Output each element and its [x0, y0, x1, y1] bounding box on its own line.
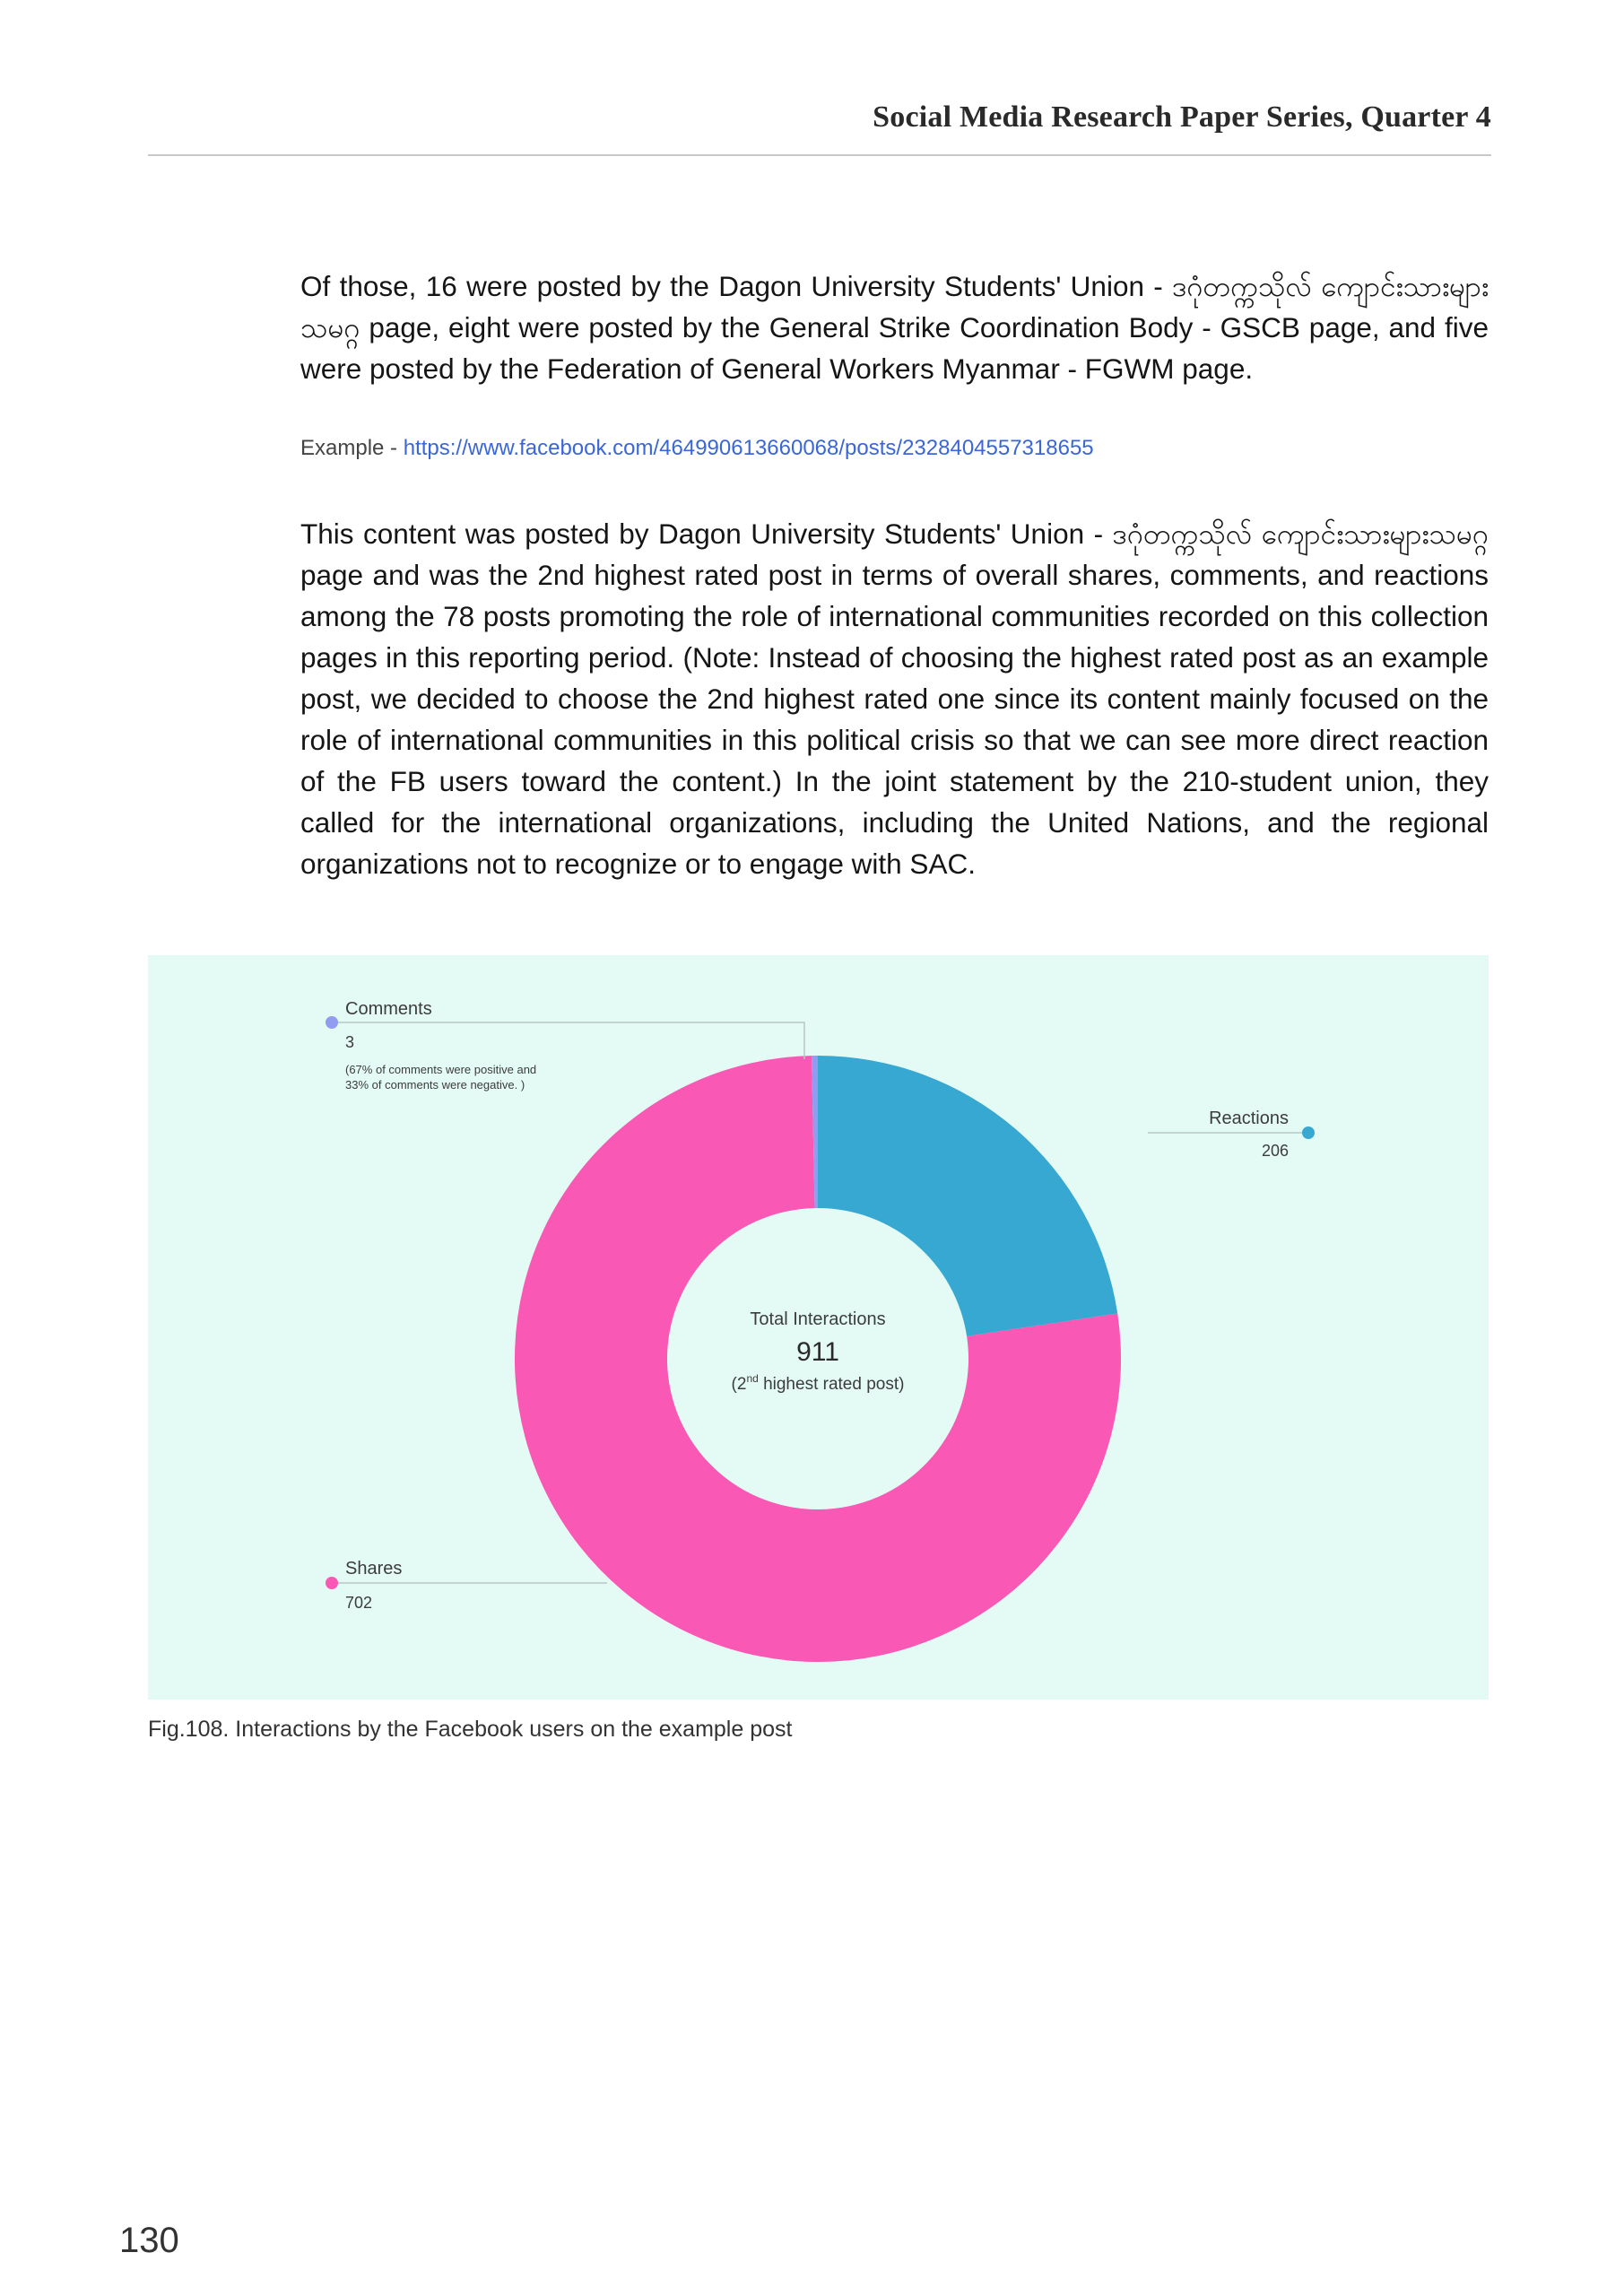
paragraph-2: This content was posted by Dagon University Students' Union - ဒဂုံတက္ကသိုလ် ကျောင်းသားများသမဂ္ဂ page and was the 2nd highest rated post in terms of overall shares, comments, and reactions among the 78 posts promoting the role of international communities recorded on this collection pages in this reporting period. (Note: Instead of choosing the highest rated post as an example post, we decided to choose the 2nd highest rated one since its content mainly focused on the role of international communities in this political crisis so that we can see more direct reaction of the FB users toward the content.) In the joint statement by the 210-student union, they called for the international organizations, including the United Nations, and the regional organizations not to recognize or to engage with SAC. — [300, 517, 1489, 880]
example-line — [300, 436, 1094, 461]
comments-dot — [326, 1016, 338, 1029]
example-link[interactable]: https://www.facebook.com/464990613660068/posts/2328404557318655 — [403, 436, 1094, 460]
reactions-dot — [1302, 1126, 1315, 1139]
center-label: Total Interactions — [750, 1309, 886, 1329]
reactions-value: 206 — [1261, 1142, 1289, 1160]
donut-chart-panel — [148, 955, 1489, 1700]
header-divider — [148, 154, 1491, 156]
comments-leader-line — [332, 1022, 804, 1059]
shares-label: Shares — [345, 1559, 403, 1578]
reactions-label: Reactions — [1209, 1109, 1289, 1128]
comments-value: 3 — [345, 1033, 355, 1051]
shares-value: 702 — [345, 1594, 373, 1612]
comments-label: Comments — [345, 999, 432, 1019]
donut-slice-reactions — [818, 1056, 1117, 1336]
page-number: 130 — [119, 2221, 179, 2260]
comments-note-1: (67% of comments were positive and — [345, 1063, 537, 1076]
center-total: 911 — [796, 1337, 839, 1367]
center-note: (2nd highest rated post) — [731, 1372, 905, 1394]
shares-dot — [326, 1577, 338, 1589]
comments-note-2: 33% of comments were negative. ) — [345, 1078, 525, 1091]
running-header: Social Media Research Paper Series, Quarter 4 — [873, 100, 1491, 134]
example-label: Example - — [300, 436, 404, 460]
donut-chart — [148, 955, 1489, 1700]
figure-caption: Fig.108. Interactions by the Facebook users on the example post — [148, 1717, 793, 1742]
paragraph-1: Of those, 16 were posted by the Dagon University Students' Union - ဒဂုံတက္ကသိုလ် ကျောင်းသားများသမဂ္ဂ page, eight were posted by the General Strike Coordination Body - GSCB page, and five were posted by the Federation of General Workers Myanmar - FGWM page. — [300, 270, 1489, 385]
